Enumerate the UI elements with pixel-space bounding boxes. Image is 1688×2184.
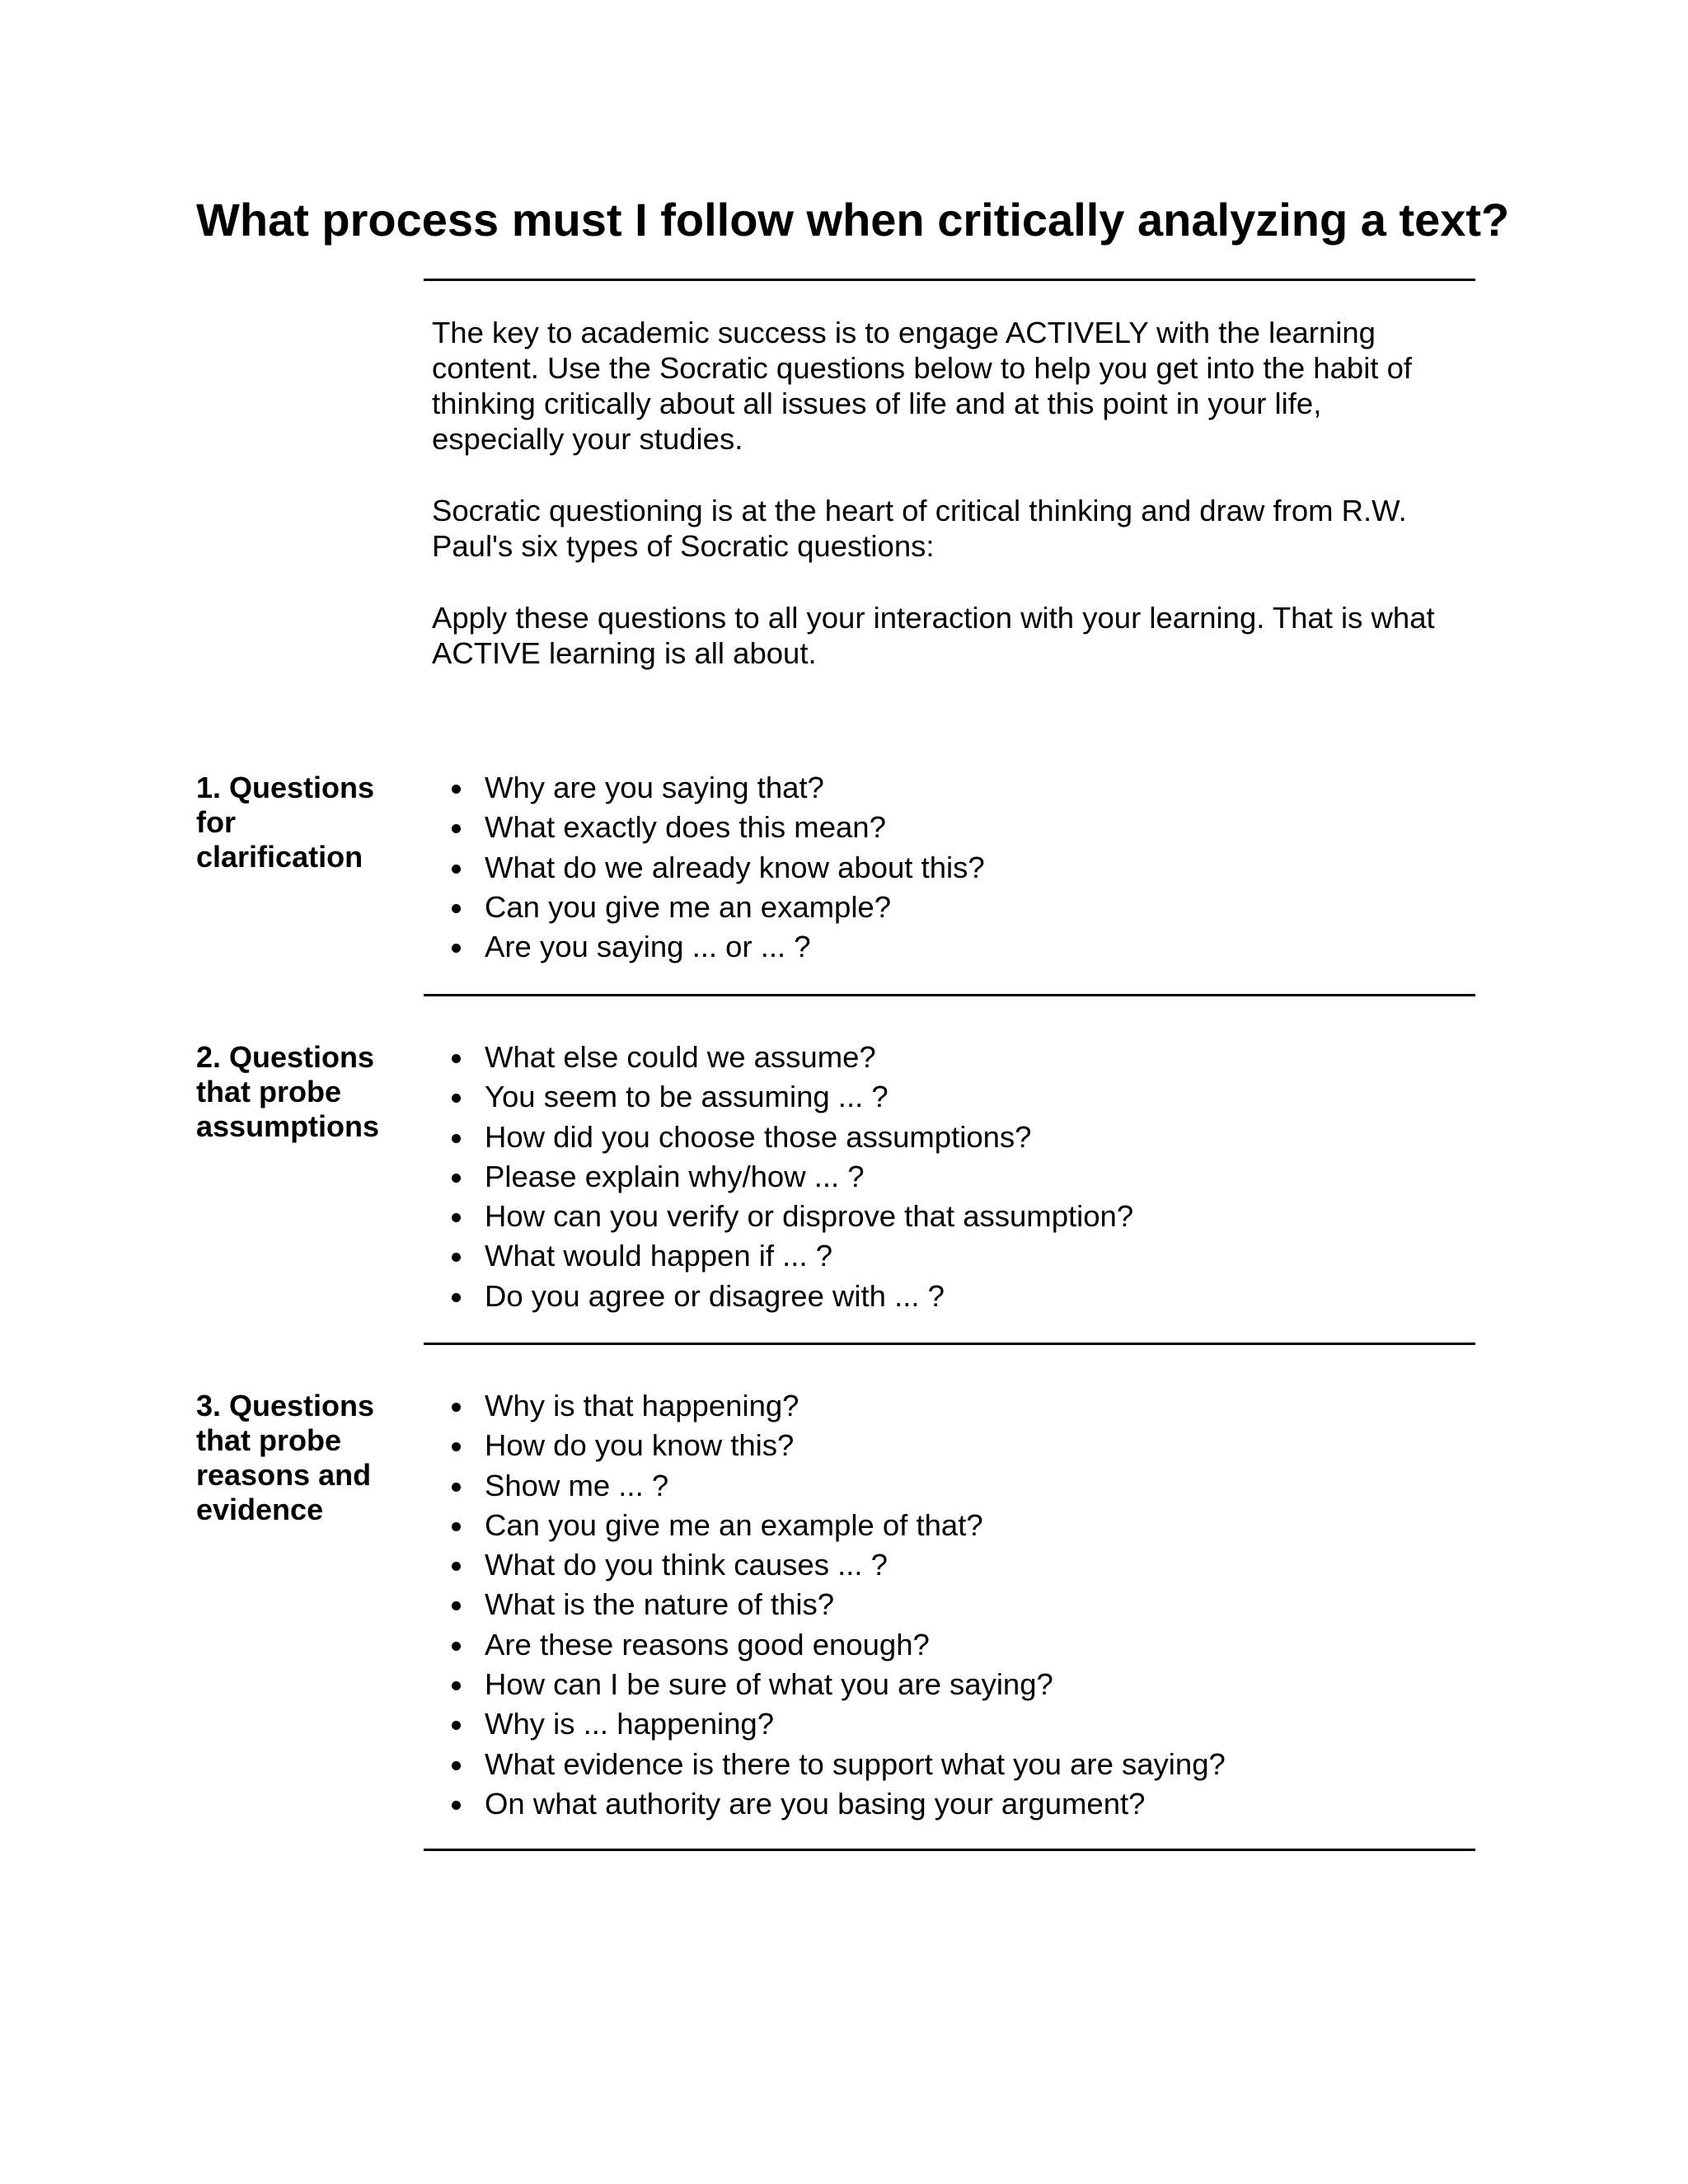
list-item: Why is ... happening? — [485, 1704, 1474, 1744]
list-item: What exactly does this mean? — [485, 808, 1474, 847]
list-item: How can I be sure of what you are saying? — [485, 1665, 1474, 1704]
list-item: You seem to be assuming ... ? — [485, 1077, 1474, 1117]
page-title: What process must I follow when critically analyzing a text? — [196, 194, 1510, 246]
section-divider — [424, 1849, 1475, 1851]
intro-paragraph: The key to academic success is to engage ACTIVELY with the learning content. Use the Socratic questions below to help you get into the habit of thinking critically about all issues of life and at this point in your life, especially your studies. — [432, 316, 1413, 456]
section-divider — [424, 1343, 1475, 1345]
list-item: What do we already know about this? — [485, 848, 1474, 888]
list-item: How can you verify or disprove that assumption? — [485, 1197, 1474, 1236]
list-item: Do you agree or disagree with ... ? — [485, 1277, 1474, 1316]
section-divider — [424, 994, 1475, 996]
section-label-assumptions: 2. Questions that probe assumptions — [196, 1040, 380, 1143]
list-item: How did you choose those assumptions? — [485, 1118, 1474, 1157]
list-item: Why is that happening? — [485, 1386, 1474, 1426]
intro-paragraph: Socratic questioning is at the heart of critical thinking and draw from R.W. Paul's six types of Socratic questions: — [432, 494, 1407, 563]
list-item: How do you know this? — [485, 1426, 1474, 1465]
intro-paragraph: Apply these questions to all your interaction with your learning. That is what ACTIVE learning is all about. — [432, 601, 1435, 670]
list-item: On what authority are you basing your argument? — [485, 1784, 1474, 1824]
section-label-clarification: 1. Questions for clarification — [196, 771, 375, 874]
list-item: What would happen if ... ? — [485, 1236, 1474, 1276]
question-list-assumptions — [485, 1038, 1474, 1316]
section-label-reasons-evidence: 3. Questions that probe reasons and evidence — [196, 1389, 375, 1526]
list-item: Why are you saying that? — [485, 768, 1474, 808]
list-item: Are you saying ... or ... ? — [485, 927, 1474, 967]
list-item: What is the nature of this? — [485, 1585, 1474, 1624]
list-item: What do you think causes ... ? — [485, 1545, 1474, 1585]
list-item: What else could we assume? — [485, 1038, 1474, 1077]
question-list-clarification — [485, 768, 1474, 967]
list-item: Are these reasons good enough? — [485, 1625, 1474, 1665]
title-divider — [424, 279, 1475, 281]
intro-text — [432, 315, 1446, 707]
list-item: Can you give me an example of that? — [485, 1506, 1474, 1545]
list-item: Please explain why/how ... ? — [485, 1157, 1474, 1197]
list-item: What evidence is there to support what you are saying? — [485, 1745, 1474, 1784]
question-list-reasons-evidence — [485, 1386, 1474, 1824]
list-item: Show me ... ? — [485, 1466, 1474, 1506]
list-item: Can you give me an example? — [485, 888, 1474, 927]
